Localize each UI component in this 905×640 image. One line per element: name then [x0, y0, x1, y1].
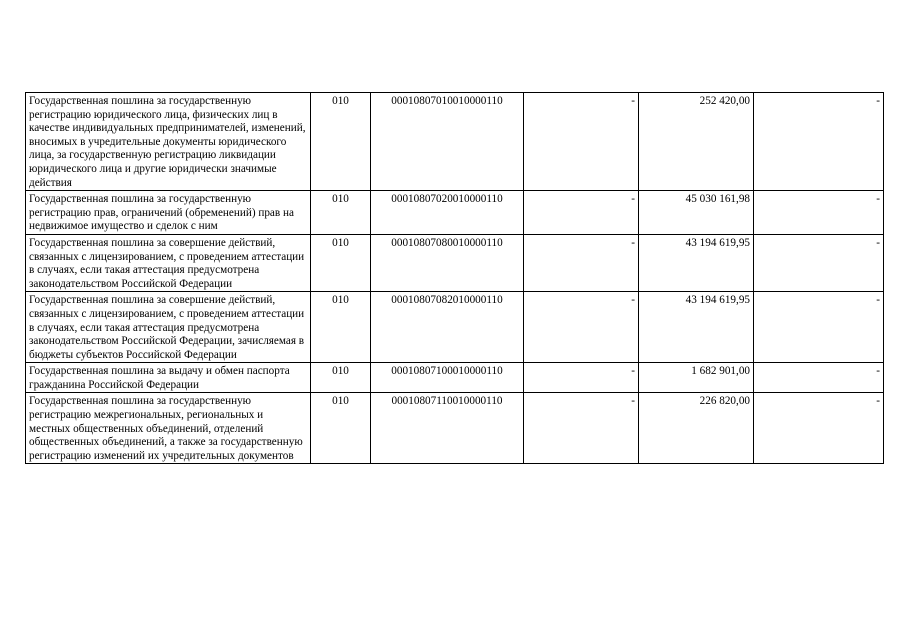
line-code-cell: 010 [311, 393, 371, 464]
executed-cell: 252 420,00 [639, 93, 754, 191]
table-row [26, 363, 884, 393]
executed-cell: 43 194 619,95 [639, 234, 754, 291]
executed-cell: 1 682 901,00 [639, 363, 754, 393]
kbk-code-cell: 00010807080010000110 [371, 234, 524, 291]
table-row [26, 234, 884, 291]
line-code-cell: 010 [311, 191, 371, 235]
unexecuted-cell: - [754, 234, 884, 291]
unexecuted-cell: - [754, 292, 884, 363]
executed-cell: 43 194 619,95 [639, 292, 754, 363]
unexecuted-cell: - [754, 191, 884, 235]
line-code-cell: 010 [311, 363, 371, 393]
approved-cell: - [524, 292, 639, 363]
unexecuted-cell: - [754, 363, 884, 393]
kbk-code-cell: 00010807020010000110 [371, 191, 524, 235]
revenue-name-cell: Государственная пошлина за государственную регистрацию юридического лица, физических лиц в качестве индивидуальных предпринимателей, изменений, вносимых в учредительные документы юридического лица, за государственную регистрацию ликвидации юридического лица и другие юридически значимые действия [26, 93, 311, 191]
kbk-code-cell: 00010807100010000110 [371, 363, 524, 393]
line-code-cell: 010 [311, 93, 371, 191]
revenue-name-cell: Государственная пошлина за выдачу и обмен паспорта гражданина Российской Федерации [26, 363, 311, 393]
executed-cell: 226 820,00 [639, 393, 754, 464]
approved-cell: - [524, 93, 639, 191]
kbk-code-cell: 00010807082010000110 [371, 292, 524, 363]
approved-cell: - [524, 393, 639, 464]
approved-cell: - [524, 234, 639, 291]
approved-cell: - [524, 191, 639, 235]
approved-cell: - [524, 363, 639, 393]
line-code-cell: 010 [311, 292, 371, 363]
kbk-code-cell: 00010807110010000110 [371, 393, 524, 464]
line-code-cell: 010 [311, 234, 371, 291]
revenue-name-cell: Государственная пошлина за государственную регистрацию межрегиональных, региональных и местных общественных объединений, отделений общественных объединений, а также за государственную регистрацию изменений их учредительных документов [26, 393, 311, 464]
revenue-table [25, 92, 884, 464]
revenue-name-cell: Государственная пошлина за совершение действий, связанных с лицензированием, с проведением аттестации в случаях, если такая аттестация предусмотрена законодательством Российской Федерации [26, 234, 311, 291]
table-row [26, 393, 884, 464]
table-row [26, 93, 884, 191]
revenue-name-cell: Государственная пошлина за совершение действий, связанных с лицензированием, с проведением аттестации в случаях, если такая аттестация предусмотрена законодательством Российской Федерации, зачисляемая в бюджеты субъектов Российской Федерации [26, 292, 311, 363]
unexecuted-cell: - [754, 93, 884, 191]
unexecuted-cell: - [754, 393, 884, 464]
table-row [26, 292, 884, 363]
revenue-name-cell: Государственная пошлина за государственную регистрацию прав, ограничений (обременений) прав на недвижимое имущество и сделок с ним [26, 191, 311, 235]
table-row [26, 191, 884, 235]
kbk-code-cell: 00010807010010000110 [371, 93, 524, 191]
executed-cell: 45 030 161,98 [639, 191, 754, 235]
